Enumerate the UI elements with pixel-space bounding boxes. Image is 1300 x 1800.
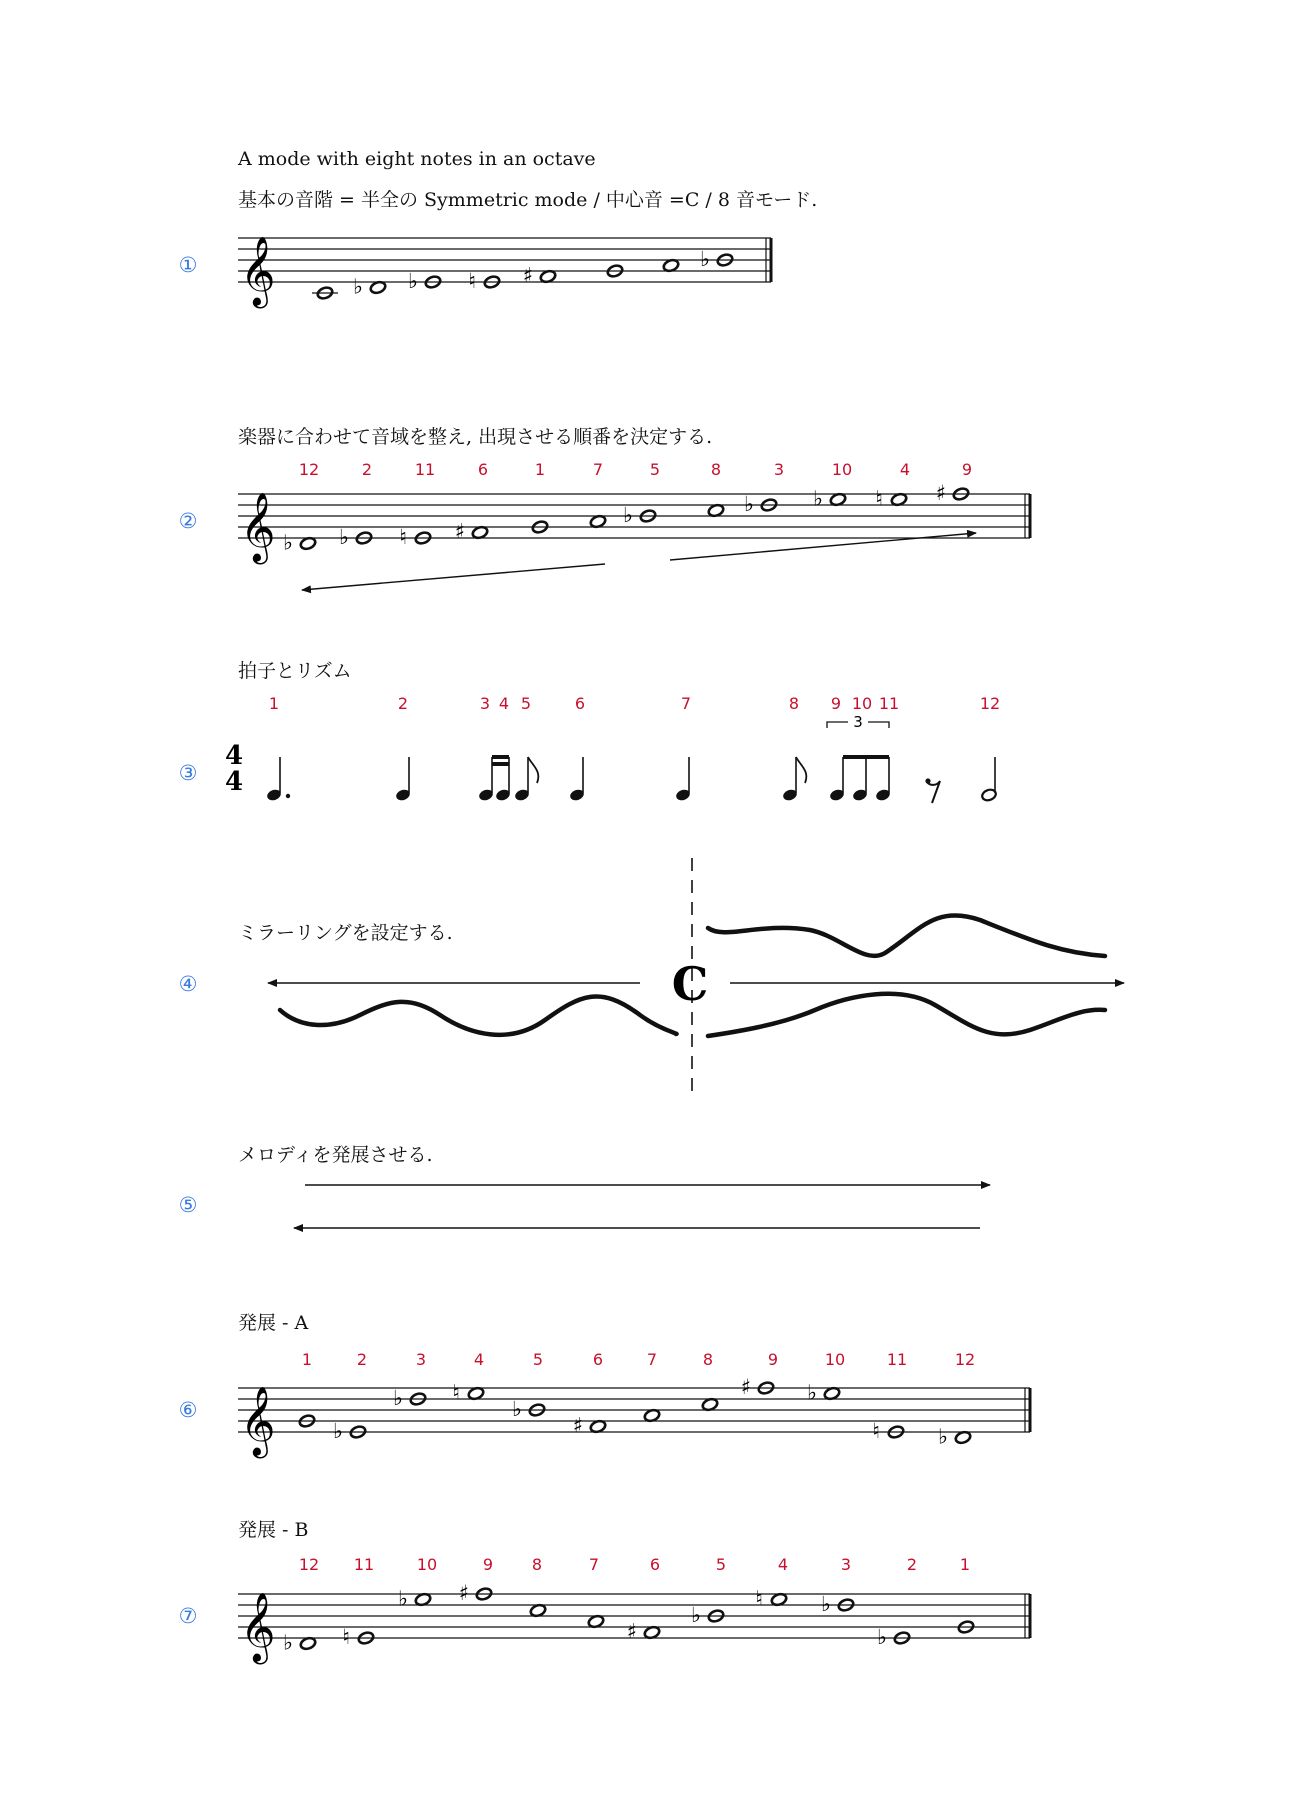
flat-accidental: ♭: [353, 274, 363, 299]
order-number: 9: [830, 694, 842, 713]
order-number: 5: [649, 460, 661, 479]
sharp-accidental: ♯: [935, 481, 947, 505]
order-arrow-left: [302, 564, 605, 590]
flat-accidental: ♭: [393, 1386, 403, 1410]
section1-marker: ①: [178, 253, 198, 277]
natural-accidental: ♮: [399, 525, 407, 549]
flat-accidental: ♭: [813, 486, 823, 511]
flat-accidental: ♭: [398, 1586, 408, 1611]
treble-clef-icon: 𝄞: [240, 492, 276, 562]
sharp-accidental: ♯: [522, 263, 534, 288]
section4-marker: ④: [178, 972, 198, 996]
order-number: 7: [646, 1350, 658, 1369]
sharp-accidental: ♯: [458, 1581, 470, 1605]
order-number: 6: [649, 1555, 661, 1574]
natural-accidental: ♮: [875, 486, 883, 511]
order-number: 11: [353, 1555, 375, 1574]
order-number: 6: [592, 1350, 604, 1369]
note-dot: [286, 794, 290, 798]
order-number: 9: [482, 1555, 494, 1574]
order-number: 11: [414, 460, 436, 479]
order-number: 10: [831, 460, 853, 479]
natural-accidental: ♮: [872, 1419, 880, 1443]
section5-marker: ⑤: [178, 1193, 198, 1217]
order-number: 8: [710, 460, 722, 479]
order-number: 2: [397, 694, 409, 713]
flat-accidental: ♭: [623, 503, 633, 527]
order-number: 1: [301, 1350, 313, 1369]
order-number: 12: [979, 694, 1001, 713]
order-number: 4: [498, 694, 510, 713]
mirror-center-label: C: [671, 957, 709, 1011]
order-number: 3: [773, 460, 785, 479]
order-number: 12: [298, 1555, 320, 1574]
order-number: 6: [574, 694, 586, 713]
order-number: 1: [959, 1555, 971, 1574]
order-number: 3: [840, 1555, 852, 1574]
treble-clef-icon: 𝄞: [240, 236, 276, 306]
order-number: 12: [954, 1350, 976, 1369]
flat-accidental: ♭: [283, 530, 293, 555]
time-signature-top: 4: [224, 741, 244, 771]
order-number: 1: [534, 460, 546, 479]
order-number: 7: [680, 694, 692, 713]
order-number: 5: [715, 1555, 727, 1574]
order-number: 3: [479, 694, 491, 713]
order-arrow-right: [670, 533, 976, 560]
order-number: 4: [777, 1555, 789, 1574]
section2-marker: ②: [178, 509, 198, 533]
order-number: 10: [416, 1555, 438, 1574]
flat-accidental: ♭: [877, 1625, 887, 1649]
flat-accidental: ♭: [700, 247, 710, 271]
wave-lower-left: [280, 996, 677, 1034]
natural-accidental: ♮: [342, 1625, 350, 1649]
section3-marker: ③: [178, 761, 198, 785]
eighth-rest-icon: [927, 781, 940, 803]
eighth-rest-dot: [925, 778, 930, 783]
natural-accidental: ♮: [468, 269, 476, 293]
note-beam: [843, 755, 889, 759]
sharp-accidental: ♯: [454, 519, 466, 544]
wave-upper-right: [708, 915, 1105, 956]
treble-clef-icon: 𝄞: [240, 1592, 276, 1662]
order-number: 4: [473, 1350, 485, 1369]
order-number: 5: [520, 694, 532, 713]
order-number: 4: [899, 460, 911, 479]
section1-heading-en: A mode with eight notes in an octave: [238, 148, 596, 170]
flat-accidental: ♭: [333, 1419, 343, 1443]
order-number: 9: [961, 460, 973, 479]
order-number: 5: [532, 1350, 544, 1369]
sharp-accidental: ♯: [740, 1375, 752, 1399]
sharp-accidental: ♯: [572, 1413, 584, 1438]
section4-heading: ミラーリングを設定する.: [238, 922, 453, 944]
order-number: 6: [477, 460, 489, 479]
natural-accidental: ♮: [755, 1586, 763, 1611]
order-number: 3: [415, 1350, 427, 1369]
order-number: 9: [767, 1350, 779, 1369]
note-flag: [796, 757, 806, 783]
order-number: 12: [298, 460, 320, 479]
order-number: 2: [356, 1350, 368, 1369]
flat-accidental: ♭: [691, 1603, 701, 1627]
order-number: 8: [702, 1350, 714, 1369]
section1-heading-ja: 基本の音階 = 半全の Symmetric mode / 中心音 =C / 8 音モード.: [238, 189, 818, 211]
order-number: 8: [531, 1555, 543, 1574]
flat-accidental: ♭: [283, 1630, 293, 1655]
treble-clef-icon: 𝄞: [240, 1386, 276, 1456]
sharp-accidental: ♯: [626, 1619, 638, 1644]
order-number: 2: [906, 1555, 918, 1574]
flat-accidental: ♭: [938, 1424, 948, 1449]
time-signature-bottom: 4: [224, 767, 244, 797]
flat-accidental: ♭: [744, 492, 754, 516]
section3-heading: 拍子とリズム: [238, 660, 352, 682]
flat-accidental: ♭: [408, 269, 418, 293]
order-number: 11: [878, 694, 900, 713]
order-number: 2: [361, 460, 373, 479]
order-number: 8: [788, 694, 800, 713]
section6-heading: 発展 - A: [238, 1312, 309, 1334]
section7-marker: ⑦: [178, 1604, 198, 1628]
order-number: 7: [588, 1555, 600, 1574]
order-number: 10: [824, 1350, 846, 1369]
flat-accidental: ♭: [821, 1592, 831, 1616]
natural-accidental: ♮: [452, 1380, 460, 1405]
order-number: 1: [268, 694, 280, 713]
note-beam: [492, 755, 509, 759]
section6-marker: ⑥: [178, 1398, 198, 1422]
triplet-number: 3: [853, 713, 863, 731]
section5-heading: メロディを発展させる.: [238, 1144, 433, 1166]
order-number: 10: [851, 694, 873, 713]
flat-accidental: ♭: [339, 525, 349, 549]
flat-accidental: ♭: [807, 1380, 817, 1405]
order-number: 7: [592, 460, 604, 479]
flat-accidental: ♭: [512, 1397, 522, 1421]
section2-heading: 楽器に合わせて音域を整え, 出現させる順番を決定する.: [238, 426, 713, 448]
note-beam: [492, 762, 509, 766]
wave-lower-right: [708, 994, 1105, 1036]
note-flag: [528, 757, 538, 783]
order-number: 11: [886, 1350, 908, 1369]
section7-heading: 発展 - B: [238, 1519, 309, 1541]
